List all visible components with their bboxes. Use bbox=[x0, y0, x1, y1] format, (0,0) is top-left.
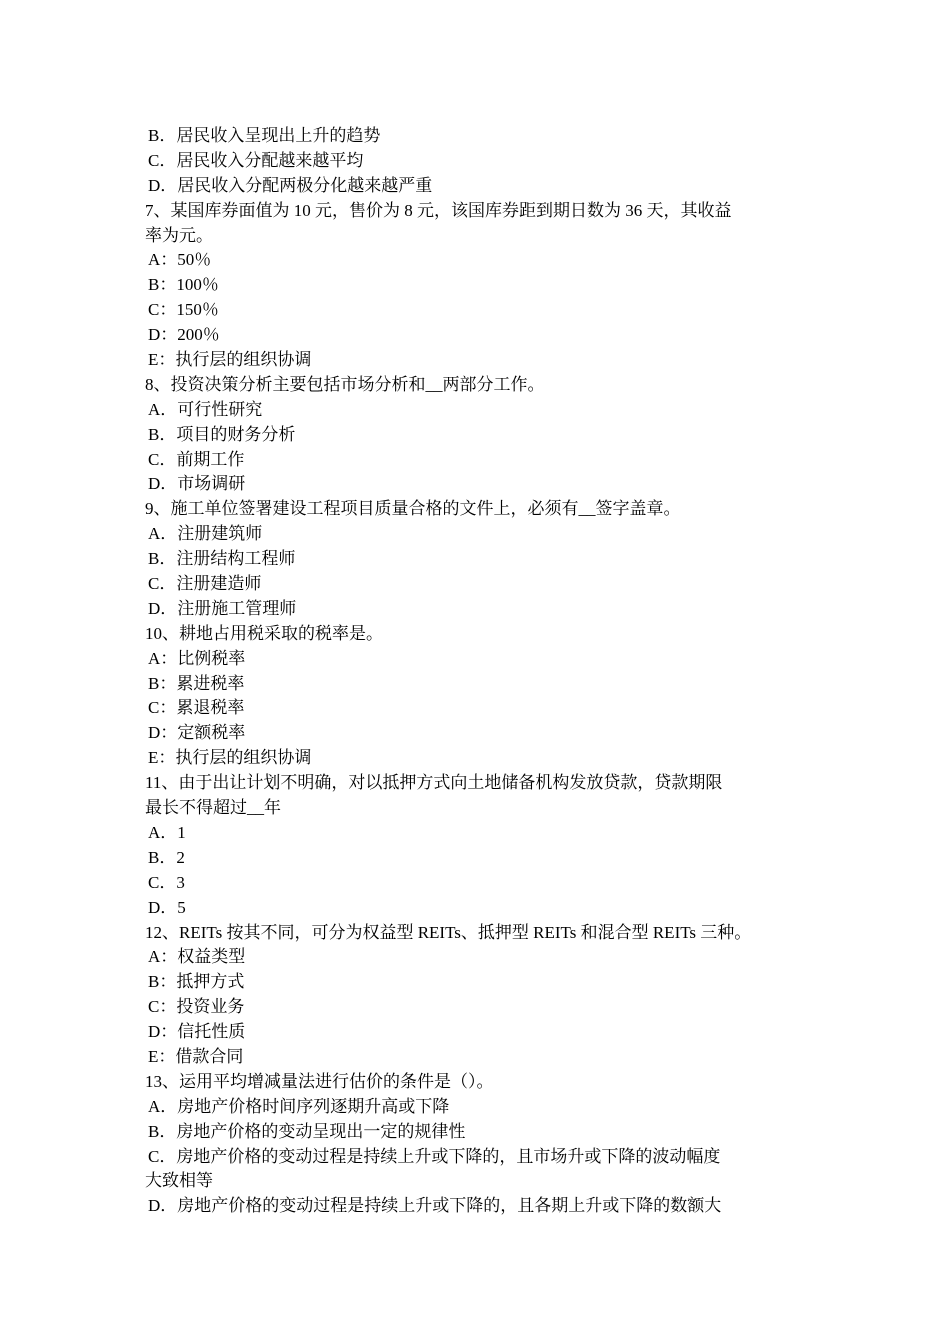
answer-option-line: D：200％ bbox=[148, 325, 220, 345]
answer-option-line: C：投资业务 bbox=[148, 997, 245, 1017]
answer-option-line: C．注册建造师 bbox=[148, 574, 262, 594]
question-text-line: 12、REITs 按其不同，可分为权益型 REITs、抵押型 REITs 和混合型 REITs 三种。 bbox=[145, 922, 752, 942]
answer-option-line: C．居民收入分配越来越平均 bbox=[148, 150, 364, 170]
answer-option-line: A．房地产价格时间序列逐期升高或下降 bbox=[148, 1096, 450, 1116]
answer-option-line: D．市场调研 bbox=[148, 474, 246, 494]
question-text-line: 11、由于出让计划不明确，对以抵押方式向土地储备机构发放贷款，贷款期限 bbox=[145, 773, 723, 793]
question-text-line: 最长不得超过__年 bbox=[145, 798, 281, 818]
answer-option-line: B．2 bbox=[148, 847, 185, 867]
answer-option-line: E：执行层的组织协调 bbox=[148, 350, 312, 370]
question-text-line: 7、某国库券面值为 10 元，售价为 8 元，该国库券距到期日数为 36 天，其收益 bbox=[145, 200, 732, 220]
answer-option-line: A．注册建筑师 bbox=[148, 524, 263, 544]
question-text-line: 13、运用平均增减量法进行估价的条件是（）。 bbox=[145, 1071, 494, 1091]
answer-option-line: A：比例税率 bbox=[148, 648, 246, 668]
answer-option-line: D．5 bbox=[148, 897, 186, 917]
answer-option-line: C．前期工作 bbox=[148, 449, 245, 469]
question-text-line: 8、投资决策分析主要包括市场分析和__两部分工作。 bbox=[145, 374, 545, 394]
question-text-line: 大致相等 bbox=[145, 1171, 213, 1191]
answer-option-line: A：权益类型 bbox=[148, 947, 246, 967]
question-text-line: 10、耕地占用税采取的税率是。 bbox=[145, 623, 383, 643]
answer-option-line: B：100％ bbox=[148, 275, 219, 295]
answer-option-line: A．可行性研究 bbox=[148, 399, 263, 419]
answer-option-line: A：50％ bbox=[148, 250, 212, 270]
answer-option-line: D．房地产价格的变动过程是持续上升或下降的，且各期上升或下降的数额大 bbox=[148, 1196, 722, 1216]
answer-option-line: E：借款合同 bbox=[148, 1046, 244, 1066]
answer-option-line: C：150％ bbox=[148, 300, 219, 320]
answer-option-line: D．居民收入分配两极分化越来越严重 bbox=[148, 175, 433, 195]
answer-option-line: B．居民收入呈现出上升的趋势 bbox=[148, 126, 381, 145]
answer-option-line: C：累退税率 bbox=[148, 698, 245, 718]
answer-option-line: E：执行层的组织协调 bbox=[148, 748, 312, 768]
answer-option-line: B．房地产价格的变动呈现出一定的规律性 bbox=[148, 1121, 466, 1141]
answer-option-line: B：抵押方式 bbox=[148, 972, 245, 992]
answer-option-line: C．3 bbox=[148, 872, 185, 892]
document-body bbox=[145, 124, 815, 1219]
question-text-line: 9、施工单位签署建设工程项目质量合格的文件上，必须有__签字盖章。 bbox=[145, 499, 681, 519]
answer-option-line: C．房地产价格的变动过程是持续上升或下降的，且市场升或下降的波动幅度 bbox=[148, 1146, 721, 1166]
answer-option-line: B．注册结构工程师 bbox=[148, 549, 296, 569]
answer-option-line: D．注册施工管理师 bbox=[148, 598, 297, 618]
question-text-line: 率为元。 bbox=[145, 225, 213, 245]
answer-option-line: D：信托性质 bbox=[148, 1022, 246, 1042]
answer-option-line: B．项目的财务分析 bbox=[148, 424, 296, 444]
answer-option-line: D：定额税率 bbox=[148, 723, 246, 743]
answer-option-line: B：累进税率 bbox=[148, 673, 245, 693]
answer-option-line: A．1 bbox=[148, 822, 186, 842]
